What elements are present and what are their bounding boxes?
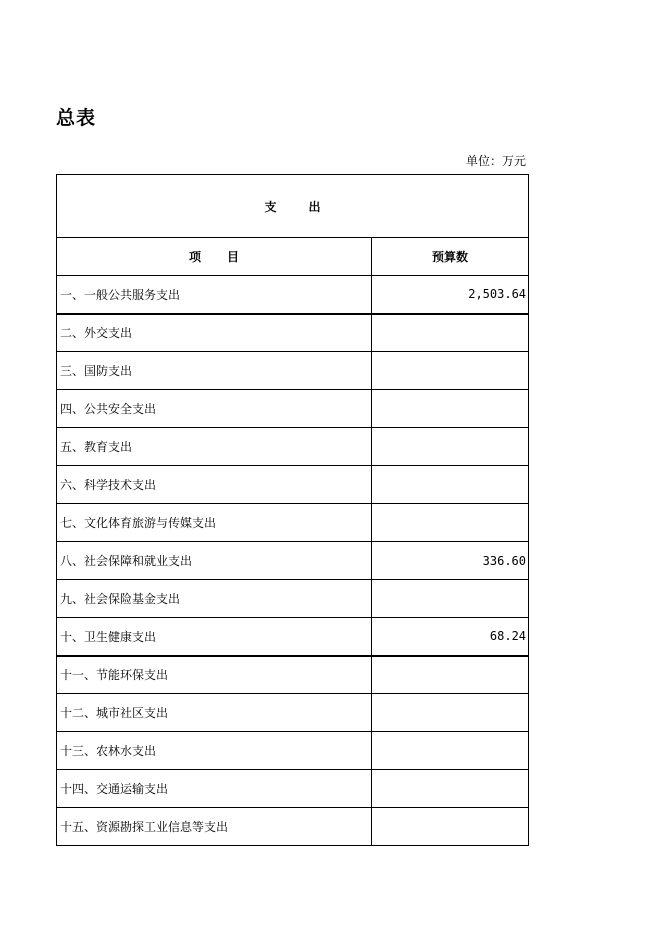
- table-row: [57, 732, 529, 770]
- item-name: 十四、交通运输支出: [57, 770, 372, 808]
- column-header-amount: 预算数: [372, 238, 529, 276]
- item-name: 四、公共安全支出: [57, 390, 372, 428]
- item-name: 十、卫生健康支出: [57, 618, 372, 656]
- table-row: [57, 466, 529, 504]
- table-row: [57, 770, 529, 808]
- table-row: [57, 694, 529, 732]
- item-name: 五、教育支出: [57, 428, 372, 466]
- unit-label: 单位：万元: [465, 154, 526, 168]
- item-name: 一、一般公共服务支出: [57, 276, 372, 314]
- item-name: 十五、资源勘探工业信息等支出: [57, 808, 372, 846]
- item-amount: 336.60: [372, 542, 529, 580]
- item-name: 三、国防支出: [57, 352, 372, 390]
- table-row: [57, 352, 529, 390]
- table-row: [57, 390, 529, 428]
- item-amount: 68.24: [372, 618, 529, 656]
- item-amount: [372, 656, 529, 694]
- item-name: 九、社会保险基金支出: [57, 580, 372, 618]
- item-name: 六、科学技术支出: [57, 466, 372, 504]
- section-header: 支出: [57, 175, 529, 238]
- item-amount: [372, 352, 529, 390]
- item-name: 十一、节能环保支出: [57, 656, 372, 694]
- column-header-row: [57, 238, 529, 276]
- table-row: [57, 618, 529, 656]
- table-row: [57, 542, 529, 580]
- item-amount: [372, 770, 529, 808]
- table-row: [57, 276, 529, 314]
- table-row: [57, 580, 529, 618]
- item-amount: 2,503.64: [372, 276, 529, 314]
- table-row: [57, 656, 529, 694]
- item-name: 二、外交支出: [57, 314, 372, 352]
- section-header-row: [57, 175, 529, 238]
- item-name: 十二、城市社区支出: [57, 694, 372, 732]
- table-row: [57, 428, 529, 466]
- table-row: [57, 314, 529, 352]
- table-row: [57, 504, 529, 542]
- item-amount: [372, 808, 529, 846]
- page-title: 总表: [56, 107, 97, 129]
- item-name: 八、社会保障和就业支出: [57, 542, 372, 580]
- item-amount: [372, 580, 529, 618]
- item-amount: [372, 732, 529, 770]
- item-amount: [372, 314, 529, 352]
- item-amount: [372, 428, 529, 466]
- item-name: 七、文化体育旅游与传媒支出: [57, 504, 372, 542]
- item-amount: [372, 466, 529, 504]
- column-header-item: 项目: [57, 238, 372, 276]
- item-amount: [372, 694, 529, 732]
- item-amount: [372, 390, 529, 428]
- item-amount: [372, 504, 529, 542]
- budget-table: [56, 174, 529, 846]
- item-name: 十三、农林水支出: [57, 732, 372, 770]
- table-row: [57, 808, 529, 846]
